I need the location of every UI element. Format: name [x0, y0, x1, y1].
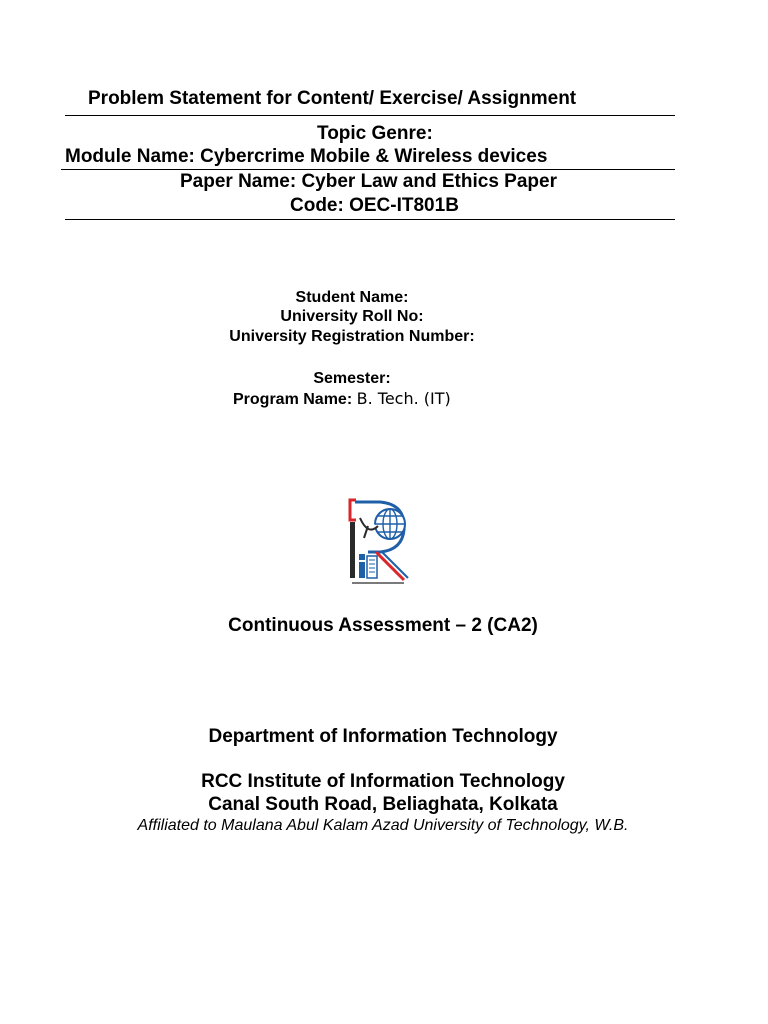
program-label: Program Name:	[233, 391, 353, 408]
department-name: Department of Information Technology	[208, 726, 558, 747]
rcc-institute-logo-icon	[346, 498, 410, 588]
semester-label: Semester:	[313, 370, 391, 387]
program-value: B. Tech. (IT)	[356, 389, 451, 408]
paper-name: Paper Name: Cyber Law and Ethics Paper	[180, 171, 557, 192]
institution-address: Canal South Road, Beliaghata, Kolkata	[208, 794, 558, 815]
divider-middle	[61, 169, 675, 170]
university-registration-label: University Registration Number:	[229, 328, 475, 345]
affiliation-text: Affiliated to Maulana Abul Kalam Azad University of Technology, W.B.	[137, 817, 629, 834]
paper-code: Code: OEC-IT801B	[290, 195, 459, 216]
divider-top	[65, 115, 675, 116]
problem-statement-heading: Problem Statement for Content/ Exercise/ Assignment	[88, 88, 577, 109]
program-line	[233, 389, 451, 409]
divider-bottom	[65, 219, 675, 220]
university-roll-label: University Roll No:	[280, 308, 424, 325]
topic-genre-label: Topic Genre:	[317, 123, 433, 144]
module-name: Module Name: Cybercrime Mobile & Wireless devices	[65, 146, 548, 167]
assessment-title: Continuous Assessment – 2 (CA2)	[228, 615, 538, 636]
student-name-label: Student Name:	[295, 289, 409, 306]
institution-name: RCC Institute of Information Technology	[201, 771, 565, 792]
